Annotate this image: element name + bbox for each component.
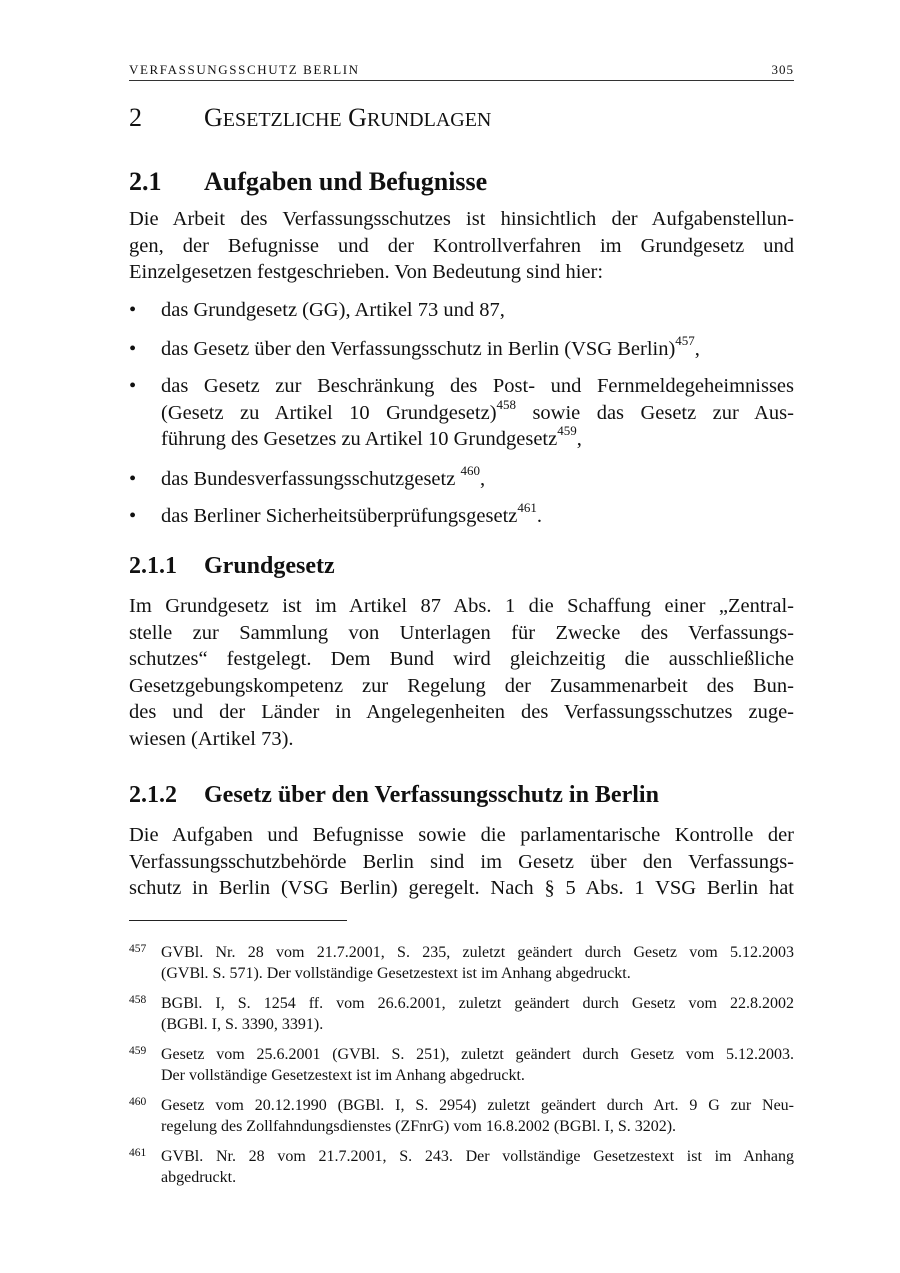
section-title: Aufgaben und Befugnisse	[204, 167, 488, 196]
footnote-ref: 461	[517, 500, 537, 516]
section-number: 2.1	[129, 167, 162, 196]
section-title: Grundgesetz	[204, 553, 335, 579]
chapter-title: GESETZLICHE GRUNDLAGEN	[204, 103, 492, 132]
footnote-number: 460	[129, 1096, 147, 1108]
footnote-ref: 460	[460, 463, 480, 479]
chapter-heading	[129, 101, 491, 137]
footnote-separator	[129, 920, 347, 921]
vsg-paragraph: Die Aufgaben und Befugnisse sowie die parlamentarische Kontrolle der Verfassungsschutzbehörde Berlin sind im Gesetz über den Verfassungs- schutz in Berlin (VSG Berlin) geregelt. Nach § 5 Abs. 1 VSG Berlin hat	[129, 824, 794, 899]
page-number: 305	[771, 62, 794, 77]
running-header	[129, 62, 794, 81]
section-number: 2.1.2	[129, 782, 177, 808]
bullet-icon: •	[129, 468, 137, 490]
footnote-ref: 457	[675, 333, 695, 349]
footnote-ref: 458	[496, 396, 517, 412]
footnote-ref: 459	[557, 423, 577, 439]
footnote-number: 461	[129, 1147, 147, 1159]
section-heading-2-1-1	[129, 550, 335, 582]
footnote-number: 457	[129, 943, 147, 955]
intro-paragraph: Die Arbeit des Verfassungsschutzes ist hinsichtlich der Aufgabenstellun- gen, der Befugnisse und der Kontrollverfahren im Grundgesetz und Einzelgesetzen festgeschrieben. Von Bedeutung sind hier:	[129, 208, 794, 283]
section-heading-2-1-2	[129, 779, 659, 811]
footnote-number: 459	[129, 1045, 147, 1057]
section-number: 2.1.1	[129, 553, 177, 579]
bullet-icon: •	[129, 299, 137, 321]
bullet-icon: •	[129, 505, 137, 527]
running-title: VERFASSUNGSSCHUTZ BERLIN	[129, 62, 360, 77]
bullet-icon: •	[129, 375, 137, 397]
grundgesetz-paragraph: Im Grundgesetz ist im Artikel 87 Abs. 1 die Schaffung einer „Zentral- stelle zur Sammlung von Unterlagen für Zwecke des Verfassungs- schutzes“ festgelegt. Dem Bund wird gleichzeitig die ausschließliche Gesetzgebungskompetenz zur Regelung der Zusammenarbeit des Bun- des und der Länder in Angelegenheiten des Verfassungsschutzes zuge- wiesen (Artikel 73).	[129, 595, 794, 750]
chapter-number: 2	[129, 103, 142, 132]
section-heading-2-1	[129, 165, 487, 199]
bullet-icon: •	[129, 338, 137, 360]
footnote-number: 458	[129, 994, 147, 1006]
section-title: Gesetz über den Verfassungsschutz in Berlin	[204, 782, 659, 808]
